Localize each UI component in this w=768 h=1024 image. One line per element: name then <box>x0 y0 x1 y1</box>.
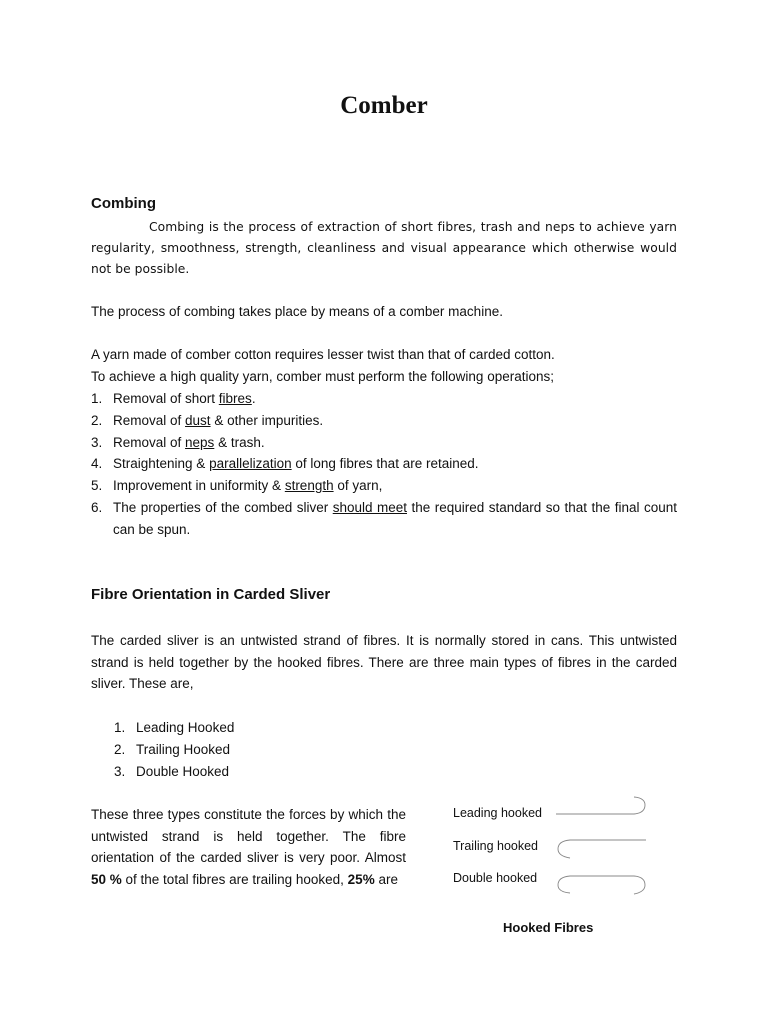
operation-text-end: . <box>251 391 256 406</box>
operation-keyword: strength <box>284 478 334 494</box>
trailing-hooked-fibre <box>558 840 646 858</box>
page-title: Comber <box>340 92 428 119</box>
percent-value-2: 25% <box>347 872 375 888</box>
double-hooked-fibre <box>558 876 645 894</box>
trailing-hooked-label: Trailing hooked <box>453 839 539 853</box>
operation-text: Removal of <box>113 412 186 428</box>
operation-text-end: & trash. <box>214 434 265 450</box>
fibre-type-label: Double Hooked <box>136 763 230 779</box>
leading-hooked-label: Leading hooked <box>453 806 542 820</box>
operation-number: 1. <box>91 391 103 406</box>
operation-number: 4. <box>91 456 103 472</box>
leading-hooked-fibre <box>556 797 645 814</box>
fibre-type-number: 3. <box>114 763 126 779</box>
operation-keyword: should meet <box>332 499 407 515</box>
orientation-text-3: are <box>374 872 398 888</box>
operation-keyword: fibres <box>218 391 252 406</box>
percent-trailing: 50 % <box>91 872 122 888</box>
operation-text-end: & other impurities. <box>210 412 324 428</box>
fibre-type-item <box>114 761 414 783</box>
combing-process-note: The process of combing takes place by means of a comber machine. <box>91 304 503 319</box>
operation-item <box>91 432 677 454</box>
combing-twist-note: A yarn made of comber cotton requires lesser twist than that of carded cotton. <box>91 347 555 362</box>
operation-item <box>91 388 677 410</box>
orientation-text-2: of the total fibres are trailing hooked, <box>121 872 348 888</box>
hooked-fibres-diagram <box>550 792 660 902</box>
operation-keyword: neps <box>185 434 215 450</box>
operation-text: Improvement in uniformity & <box>113 478 285 494</box>
fibre-type-number: 2. <box>114 741 126 757</box>
operation-text-end: of long fibres that are retained. <box>291 456 479 472</box>
operation-item <box>91 453 677 475</box>
fibre-type-label: Trailing Hooked <box>136 741 231 757</box>
operation-item <box>91 410 677 432</box>
figure-caption: Hooked Fibres <box>503 920 594 935</box>
operations-intro: To achieve a high quality yarn, comber must perform the following operations; <box>91 369 554 384</box>
combing-definition: Combing is the process of extraction of short fibres, trash and neps to achieve yarn regularity, smoothness, strength, cleanliness and visual appearance which otherwise would not be possible. <box>91 220 677 276</box>
fibre-type-item <box>114 717 414 739</box>
fibre-type-number: 1. <box>114 720 126 735</box>
orientation-paragraph <box>91 804 406 891</box>
operation-item <box>91 475 677 497</box>
operation-number: 3. <box>91 434 103 450</box>
fibre-type-label: Leading Hooked <box>136 720 235 735</box>
operation-text-end: the required standard so that the final count can be spun. <box>113 499 677 537</box>
combing-heading: Combing <box>91 195 156 212</box>
operation-item <box>91 497 677 541</box>
fibre-types-list <box>114 717 414 782</box>
fibre-type-item <box>114 739 414 761</box>
operations-list <box>91 388 677 541</box>
operation-text: Straightening & <box>113 456 210 472</box>
operation-text-end: of yarn, <box>333 478 383 494</box>
operation-number: 2. <box>91 412 103 428</box>
operation-text: Removal of <box>113 434 186 450</box>
orientation-heading: Fibre Orientation in Carded Sliver <box>91 586 331 603</box>
operation-keyword: dust <box>185 412 211 428</box>
double-hooked-label: Double hooked <box>453 871 538 885</box>
orientation-intro: The carded sliver is an untwisted strand of fibres. It is normally stored in cans. This untwisted strand is held together by the hooked fibres. There are three main types of fibres in the carded sliver. These are, <box>91 633 677 692</box>
operation-keyword: parallelization <box>209 456 292 472</box>
operation-text: The properties of the combed sliver <box>113 499 333 515</box>
orientation-text-1: These three types constitute the forces by which the untwisted strand is held together. The fibre orientation of the carded sliver is very poor. Almost <box>91 807 406 866</box>
operation-number: 5. <box>91 478 103 494</box>
operation-text: Removal of short <box>113 391 219 406</box>
operation-number: 6. <box>91 499 103 515</box>
